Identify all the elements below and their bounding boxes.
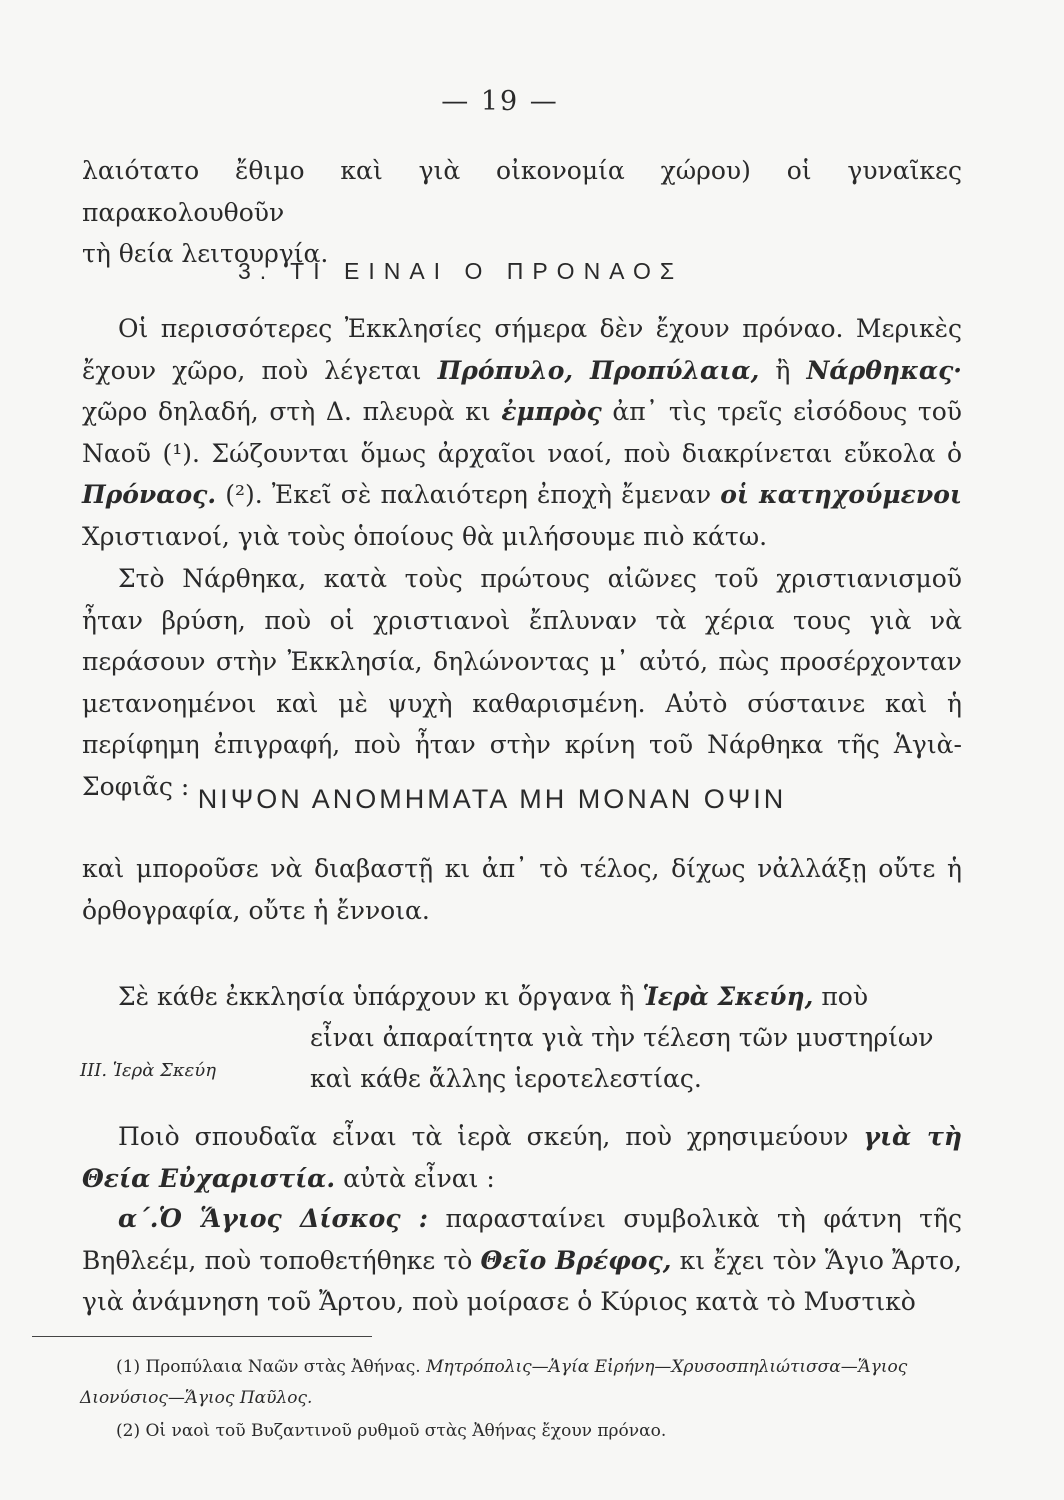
text-segment: Οἱ περισσότερες Ἐκκλησίες σήμερα δὲν ἔχουν πρόναο. Μερικὲς ἔχουν χῶρο, ποὺ λέγεται bbox=[82, 314, 962, 385]
margin-note-sacred-vessels: III. Ἱερὰ Σκεύη bbox=[80, 1060, 217, 1081]
text-segment: Στὸ Νάρθηκα, κατὰ τοὺς πρώτους αἰῶνες τοῦ χριστιανισμοῦ ἦταν βρύση, ποὺ οἱ χριστιανοὶ ἔπλυναν τὰ χέρια τους γιὰ νὰ περάσουν στὴν Ἐκκλησία, δηλώνοντας μ᾽ αὐτό, πὼς προσέρχονταν μετανοημένοι καὶ μὲ ψυχὴ καθαρισμένη. Αὐτὸ σύσταινε καὶ ἡ περίφημη ἐπιγραφή, ποὺ ἦταν στὴν κρίνη τοῦ Νάρθηκα τῆς Ἁγιὰ-Σοφιᾶς : bbox=[82, 564, 962, 801]
text-segment: καὶ μποροῦσε νὰ διαβαστῇ κι ἀπ᾽ τὸ τέλος, δίχως νἀλλάξῃ οὔτε ἡ ὀρθογραφία, οὔτε ἡ ἔννοια. bbox=[82, 854, 962, 925]
footnote-text: (2) Οἱ ναοὶ τοῦ Βυζαντινοῦ ρυθμοῦ στὰς Ἀθήνας ἔχουν πρόναο. bbox=[116, 1421, 667, 1441]
text-segment: Ποιὸ σπουδαῖα εἶναι τὰ ἱερὰ σκεύη, ποὺ χρησιμεύουν bbox=[118, 1122, 864, 1151]
text-segment: (²). Ἐκεῖ σὲ παλαιότερη ἐποχὴ ἔμεναν bbox=[216, 480, 721, 509]
text-segment: αὐτὰ εἶναι : bbox=[335, 1163, 495, 1193]
emphasis-propylo: Πρόπυλο, Προπύλαια, bbox=[437, 355, 760, 385]
footnote-divider bbox=[32, 1336, 372, 1337]
paragraph-palindrome bbox=[82, 848, 962, 931]
emphasis-narthex: Νάρθηκας· bbox=[806, 355, 962, 385]
emphasis-sacred-vessels: Ἱερὰ Σκεύη, bbox=[642, 982, 814, 1011]
section-heading-pronaos: 3. ΤΙ ΕΙΝΑΙ Ο ΠΡΟΝΑΟΣ bbox=[238, 258, 684, 284]
text-segment: ποὺ bbox=[813, 982, 869, 1011]
continuation-line-1: λαιότατο ἔθιμο καὶ γιὰ οἰκονομία χώρου) οἱ γυναῖκες παρακολουθοῦν bbox=[82, 156, 962, 227]
text-segment: ἀπ᾽ τὶς τρεῖς εἰσόδους τοῦ Ναοῦ (¹). Σώζουνται ὅμως ἀρχαῖοι ναοί, ποὺ διακρίνεται εὔκολα ὁ bbox=[82, 397, 962, 468]
text-segment: ἢ bbox=[759, 355, 807, 385]
footnote-text: (1) Προπύλαια Ναῶν στὰς Ἀθήνας. bbox=[116, 1357, 427, 1377]
footnote-churches-list: Μητρόπολις—Ἁγία Εἰρήνη—Χρυσοσπηλιώτισσα—Ἅγιος Διονύσιος—Ἅγιος Παῦλος. bbox=[80, 1357, 908, 1408]
paragraph-continuation bbox=[82, 150, 962, 275]
continuation-line-2: τὴ θεία λειτουργία. bbox=[82, 239, 329, 268]
emphasis-front: ἐμπρὸς bbox=[501, 397, 602, 426]
footnote-2 bbox=[80, 1416, 960, 1447]
emphasis-divine-infant: Θεῖο Βρέφος, bbox=[480, 1245, 672, 1275]
text-segment: Χριστιανοί, γιὰ τοὺς ὁποίους θὰ μιλήσουμε πιὸ κάτω. bbox=[82, 521, 768, 551]
emphasis-holy-paten: α΄.Ὁ Ἅγιος Δίσκος : bbox=[118, 1204, 429, 1233]
text-segment: Σὲ κάθε ἐκκλησία ὑπάρχουν κι ὄργανα ἢ bbox=[118, 982, 643, 1011]
paragraph-narthex-fountain bbox=[82, 558, 962, 807]
paragraph-holy-paten bbox=[82, 1198, 962, 1323]
text-segment: χῶρο δηλαδή, στὴ Δ. πλευρὰ κι bbox=[82, 397, 502, 426]
sacred-vessels-line-2: εἶναι ἀπαραίτητα γιὰ τὴν τέλεση τῶν μυστηρίων bbox=[310, 1023, 934, 1052]
palindrome-inscription: ΝΙΨΟΝ ΑΝΟΜΗΜΑΤΑ ΜΗ ΜΟΝΑΝ ΟΨΙΝ bbox=[197, 784, 787, 814]
paragraph-pronaos bbox=[82, 308, 962, 557]
emphasis-pronaos: Πρόναος. bbox=[82, 480, 217, 509]
sacred-vessels-line-1 bbox=[82, 976, 962, 1018]
text-segment: κι ἔχει τὸν Ἅγιο Ἄρτο, γιὰ ἀνάμνηση τοῦ Ἄρτου, ποὺ μοίρασε ὁ Κύριος κατὰ τὸ Μυστικὸ bbox=[82, 1245, 963, 1316]
text-segment: παρασταίνει συμβολικὰ τὴ φάτνη τῆς Βηθλεέμ, ποὺ τοποθετήθηκε τὸ bbox=[82, 1204, 962, 1275]
sacred-vessels-line-3: καὶ κάθε ἄλλης ἱεροτελεστίας. bbox=[310, 1064, 702, 1093]
emphasis-eucharist: γιὰ τὴ Θεία Εὐχαριστία. bbox=[82, 1122, 962, 1193]
footnote-1 bbox=[80, 1352, 960, 1414]
page-number: — 19 — bbox=[441, 86, 559, 117]
paragraph-eucharist bbox=[82, 1116, 962, 1199]
emphasis-catechumens: οἱ κατηχούμενοι bbox=[720, 480, 963, 509]
